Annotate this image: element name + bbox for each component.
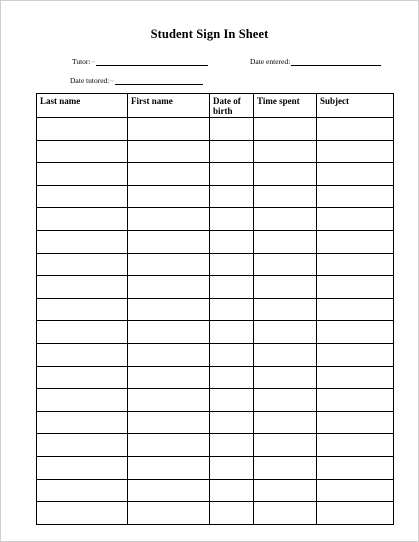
spellcheck-squiggle-icon: ~ — [110, 79, 114, 85]
table-cell[interactable] — [210, 208, 254, 231]
table-cell[interactable] — [37, 140, 128, 163]
table-cell[interactable] — [254, 502, 317, 525]
table-cell[interactable] — [254, 298, 317, 321]
table-cell[interactable] — [254, 366, 317, 389]
table-row — [37, 298, 394, 321]
page-title: Student Sign In Sheet — [150, 27, 269, 41]
tutor-label: Tutor: — [72, 57, 91, 66]
table-cell[interactable] — [37, 163, 128, 186]
table-row — [37, 253, 394, 276]
table-cell[interactable] — [128, 230, 210, 253]
table-row — [37, 163, 394, 186]
table-cell[interactable] — [128, 276, 210, 299]
table-cell[interactable] — [254, 208, 317, 231]
table-cell[interactable] — [37, 230, 128, 253]
table-cell[interactable] — [254, 343, 317, 366]
table-cell[interactable] — [317, 230, 394, 253]
table-cell[interactable] — [317, 434, 394, 457]
column-header-last-name: Last name — [37, 94, 128, 118]
table-cell[interactable] — [37, 343, 128, 366]
table-cell[interactable] — [210, 479, 254, 502]
table-cell[interactable] — [128, 185, 210, 208]
table-row — [37, 411, 394, 434]
table-row — [37, 502, 394, 525]
table-cell[interactable] — [317, 208, 394, 231]
table-cell[interactable] — [128, 253, 210, 276]
table-cell[interactable] — [210, 434, 254, 457]
table-cell[interactable] — [37, 479, 128, 502]
table-cell[interactable] — [317, 163, 394, 186]
table-row — [37, 118, 394, 141]
date-tutored-field[interactable] — [70, 76, 203, 85]
column-header-subject: Subject — [317, 94, 394, 118]
table-cell[interactable] — [210, 253, 254, 276]
table-row — [37, 479, 394, 502]
table-cell[interactable] — [37, 208, 128, 231]
table-cell[interactable] — [317, 502, 394, 525]
table-cell[interactable] — [210, 502, 254, 525]
table-cell[interactable] — [317, 411, 394, 434]
table-cell[interactable] — [128, 456, 210, 479]
table-header-row — [37, 94, 394, 118]
table-cell[interactable] — [254, 118, 317, 141]
spellcheck-squiggle-icon: ~ — [91, 60, 95, 66]
table-cell[interactable] — [317, 366, 394, 389]
table-row — [37, 140, 394, 163]
table-row — [37, 208, 394, 231]
table-row — [37, 456, 394, 479]
table-row — [37, 434, 394, 457]
table-row — [37, 185, 394, 208]
table-cell[interactable] — [128, 502, 210, 525]
table-cell[interactable] — [37, 434, 128, 457]
table-cell[interactable] — [317, 343, 394, 366]
table-cell[interactable] — [37, 253, 128, 276]
tutor-field[interactable] — [72, 57, 208, 66]
date-entered-label: Date entered: — [250, 57, 291, 66]
date-tutored-label: Date tutored: — [70, 76, 110, 85]
table-body — [37, 118, 394, 525]
table-row — [37, 276, 394, 299]
table-cell[interactable] — [210, 276, 254, 299]
table-cell[interactable] — [317, 185, 394, 208]
table-cell[interactable] — [37, 185, 128, 208]
table-cell[interactable] — [254, 321, 317, 344]
table-cell[interactable] — [254, 253, 317, 276]
table-cell[interactable] — [128, 118, 210, 141]
column-header-date-of-birth: Date of birth — [210, 94, 254, 118]
table-cell[interactable] — [128, 321, 210, 344]
table-cell[interactable] — [210, 163, 254, 186]
table-cell[interactable] — [317, 276, 394, 299]
tutor-line[interactable] — [96, 57, 208, 66]
column-header-time-spent: Time spent — [254, 94, 317, 118]
table-cell[interactable] — [210, 343, 254, 366]
table-row — [37, 366, 394, 389]
table-cell[interactable] — [254, 163, 317, 186]
table-cell[interactable] — [128, 389, 210, 412]
sign-in-table — [36, 93, 394, 525]
table-cell[interactable] — [254, 185, 317, 208]
table-cell[interactable] — [128, 343, 210, 366]
table-cell[interactable] — [210, 298, 254, 321]
table-row — [37, 389, 394, 412]
table-cell[interactable] — [210, 230, 254, 253]
table-cell[interactable] — [37, 118, 128, 141]
table-cell[interactable] — [317, 321, 394, 344]
table-cell[interactable] — [254, 411, 317, 434]
date-tutored-line[interactable] — [115, 76, 203, 85]
table-cell[interactable] — [317, 253, 394, 276]
table-cell[interactable] — [37, 321, 128, 344]
table-cell[interactable] — [210, 389, 254, 412]
column-header-first-name: First name — [128, 94, 210, 118]
table-cell[interactable] — [37, 298, 128, 321]
table-row — [37, 230, 394, 253]
table-cell[interactable] — [37, 276, 128, 299]
table-cell[interactable] — [317, 140, 394, 163]
table-row — [37, 321, 394, 344]
table-cell[interactable] — [254, 479, 317, 502]
table-row — [37, 343, 394, 366]
table-cell[interactable] — [317, 479, 394, 502]
table-cell[interactable] — [317, 298, 394, 321]
table-cell[interactable] — [317, 118, 394, 141]
table-cell[interactable] — [128, 411, 210, 434]
table-cell[interactable] — [128, 479, 210, 502]
table-cell[interactable] — [128, 140, 210, 163]
table-cell[interactable] — [37, 502, 128, 525]
date-entered-field[interactable] — [250, 57, 381, 66]
table-cell[interactable] — [210, 321, 254, 344]
date-entered-line[interactable] — [291, 57, 381, 66]
table-cell[interactable] — [317, 389, 394, 412]
table-cell[interactable] — [254, 140, 317, 163]
table-cell[interactable] — [128, 434, 210, 457]
table-cell[interactable] — [37, 389, 128, 412]
table-cell[interactable] — [128, 366, 210, 389]
table-cell[interactable] — [254, 456, 317, 479]
table-cell[interactable] — [210, 118, 254, 141]
table-cell[interactable] — [37, 411, 128, 434]
table-cell[interactable] — [254, 434, 317, 457]
table-cell[interactable] — [210, 185, 254, 208]
table-cell[interactable] — [210, 366, 254, 389]
table-cell[interactable] — [37, 456, 128, 479]
table-cell[interactable] — [37, 366, 128, 389]
table-cell[interactable] — [210, 140, 254, 163]
table-cell[interactable] — [128, 298, 210, 321]
table-cell[interactable] — [317, 456, 394, 479]
table-cell[interactable] — [254, 276, 317, 299]
table-cell[interactable] — [210, 456, 254, 479]
table-cell[interactable] — [210, 411, 254, 434]
table-cell[interactable] — [128, 163, 210, 186]
table-cell[interactable] — [254, 230, 317, 253]
table-cell[interactable] — [254, 389, 317, 412]
table-cell[interactable] — [128, 208, 210, 231]
